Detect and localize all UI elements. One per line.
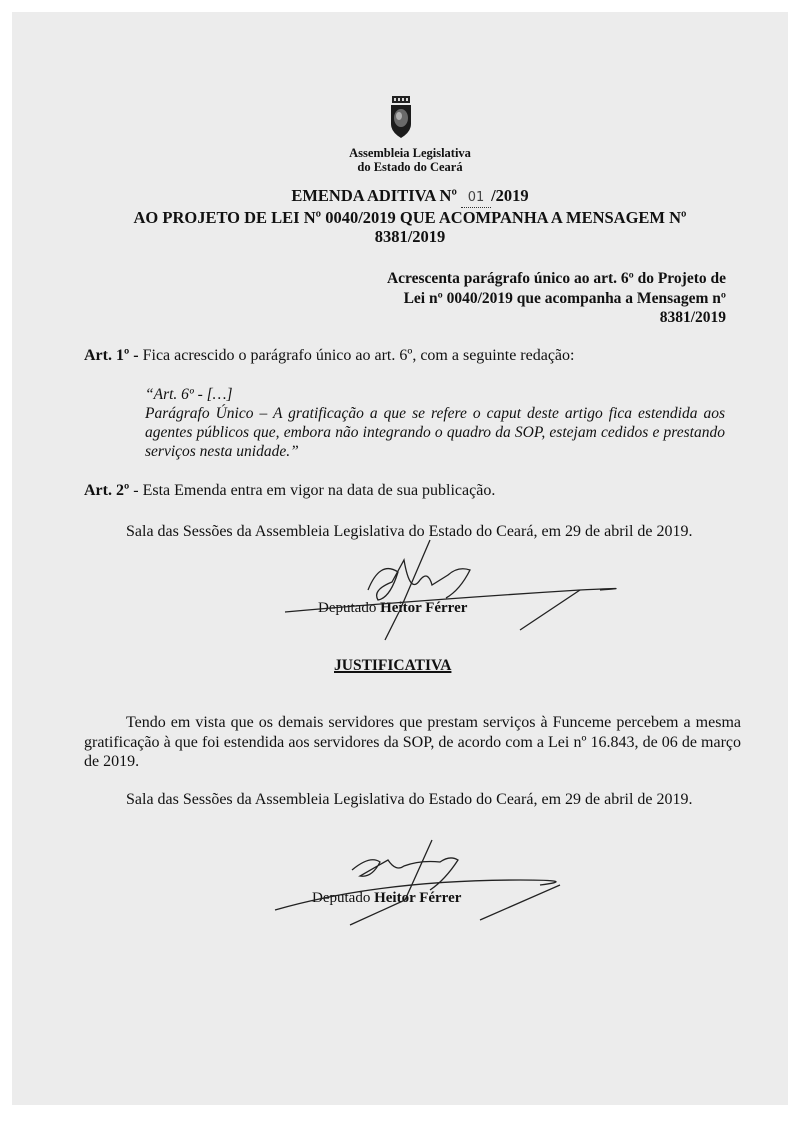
article-2 — [84, 481, 744, 501]
title-line-3: 8381/2019 — [374, 227, 446, 246]
document-title — [80, 186, 740, 246]
signature-block-1: Deputado Heitor Férrer — [318, 600, 468, 616]
quoted-amendment — [145, 385, 725, 461]
coat-of-arms-icon — [389, 96, 413, 140]
article-label: Art. 2º — [84, 482, 130, 499]
article-1 — [84, 346, 744, 366]
title-line-1: EMENDA ADITIVA Nº 01 /2019 — [80, 186, 740, 208]
article-text: Fica acrescido o parágrafo único ao art. 6º, com a seguinte redação: — [138, 347, 575, 364]
quote-paragraph: Parágrafo Único – A gratificação a que se refere o caput deste artigo fica estendida aos agentes públicos que, embora não integrando o quadro da SOP, estejam cedidos e prestando serviços nesta unidade.” — [145, 405, 725, 460]
closing-statement-1: Sala das Sessões da Assembleia Legislativa do Estado do Ceará, em 29 de abril de 2019. — [126, 523, 693, 540]
quote-heading: “Art. 6º - […] — [145, 386, 233, 403]
article-label: Art. 1º - — [84, 347, 139, 364]
amendment-number: 01 — [461, 188, 491, 208]
justification-text: Tendo em vista que os demais servidores que prestam serviços à Funceme percebem a mesma gratificação à que foi estendida aos servidores da SOP, de acordo com a Lei nº 16.843, de 06 de março de 2019. — [84, 714, 741, 770]
closing-statement-2: Sala das Sessões da Assembleia Legislativa do Estado do Ceará, em 29 de abril de 2019. — [126, 791, 693, 808]
justification-heading: JUSTIFICATIVA — [334, 657, 452, 674]
signature-block-2: Deputado Heitor Férrer — [312, 890, 462, 906]
signature-scrawl-2 — [275, 840, 560, 925]
ementa: Acrescenta parágrafo único ao art. 6º do Projeto de Lei nº 0040/2019 que acompanha a Mensagem nº 8381/2019 — [386, 270, 726, 326]
institution-line-1: Assembleia Legislativa — [349, 146, 471, 160]
institution-name — [300, 146, 520, 174]
institution-line-2: do Estado do Ceará — [357, 160, 463, 174]
title-line-2: AO PROJETO DE LEI Nº 0040/2019 QUE ACOMPANHA A MENSAGEM Nº — [133, 208, 687, 227]
article-text: - Esta Emenda entra em vigor na data de sua publicação. — [129, 482, 496, 499]
signature-scrawl-1 — [285, 540, 616, 640]
